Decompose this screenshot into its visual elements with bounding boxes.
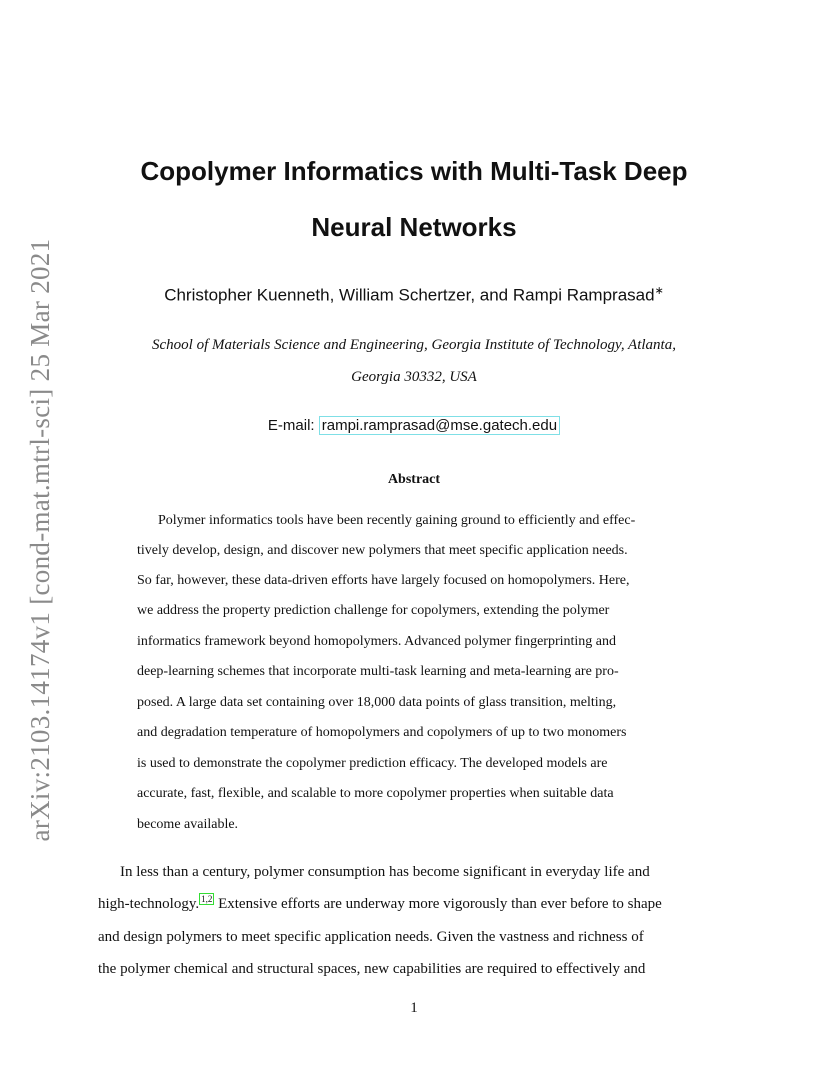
abstract-heading: Abstract — [387, 472, 441, 487]
paper-title-line-2: Neural Networks — [311, 212, 517, 242]
body-text-line: In less than a century, polymer consumption has become significant in everyday life and — [120, 864, 650, 880]
body-text-line: the polymer chemical and structural spaces, new capabilities are required to effectively and — [98, 961, 646, 977]
paper-title-line-1: Copolymer Informatics with Multi-Task Deep — [140, 156, 688, 186]
page-number: 1 — [410, 1000, 418, 1016]
author-list — [0, 284, 828, 306]
citation-link[interactable]: 1,2 — [201, 894, 213, 904]
abstract-line: is used to demonstrate the copolymer prediction efficacy. The developed models are — [137, 756, 608, 771]
abstract-line: So far, however, these data-driven efforts have largely focused on homopolymers. Here, — [137, 573, 630, 588]
abstract-line: deep-learning schemes that incorporate multi-task learning and meta-learning are pro- — [137, 664, 619, 679]
email-link[interactable]: rampi.ramprasad@mse.gatech.edu — [319, 416, 560, 435]
abstract-line: accurate, fast, flexible, and scalable to more copolymer properties when suitable data — [137, 786, 614, 801]
abstract-line: tively develop, design, and discover new polymers that meet specific application needs. — [137, 543, 628, 558]
affiliation-line-2: Georgia 30332, USA — [351, 369, 477, 385]
abstract-line: we address the property prediction challenge for copolymers, extending the polymer — [137, 603, 610, 618]
body-text-fragment: high-technology. — [98, 896, 200, 912]
abstract-line: become available. — [137, 817, 239, 832]
arxiv-identifier-stamp: arXiv:2103.14174v1 [cond-mat.mtrl-sci] 25 Mar 2021 — [25, 238, 55, 842]
email-line — [0, 417, 828, 434]
abstract-line: and degradation temperature of homopolymers and copolymers of up to two monomers — [137, 725, 627, 740]
abstract-line: posed. A large data set containing over 18,000 data points of glass transition, melting, — [137, 695, 617, 710]
author-names: Christopher Kuenneth, William Schertzer, and Rampi Ramprasad — [164, 285, 655, 305]
abstract-line: informatics framework beyond homopolymers. Advanced polymer fingerprinting and — [137, 634, 616, 649]
body-text-line: and design polymers to meet specific application needs. Given the vastness and richness of — [98, 929, 644, 945]
body-text-line — [98, 894, 731, 914]
abstract-line: Polymer informatics tools have been recently gaining ground to efficiently and effec- — [158, 513, 636, 528]
body-text-fragment: Extensive efforts are underway more vigorously than ever before to shape — [214, 896, 662, 912]
corresponding-author-mark: ∗ — [654, 285, 664, 297]
affiliation-line-1: School of Materials Science and Engineering, Georgia Institute of Technology, Atlanta, — [152, 337, 676, 353]
email-label: E-mail: — [267, 417, 315, 434]
